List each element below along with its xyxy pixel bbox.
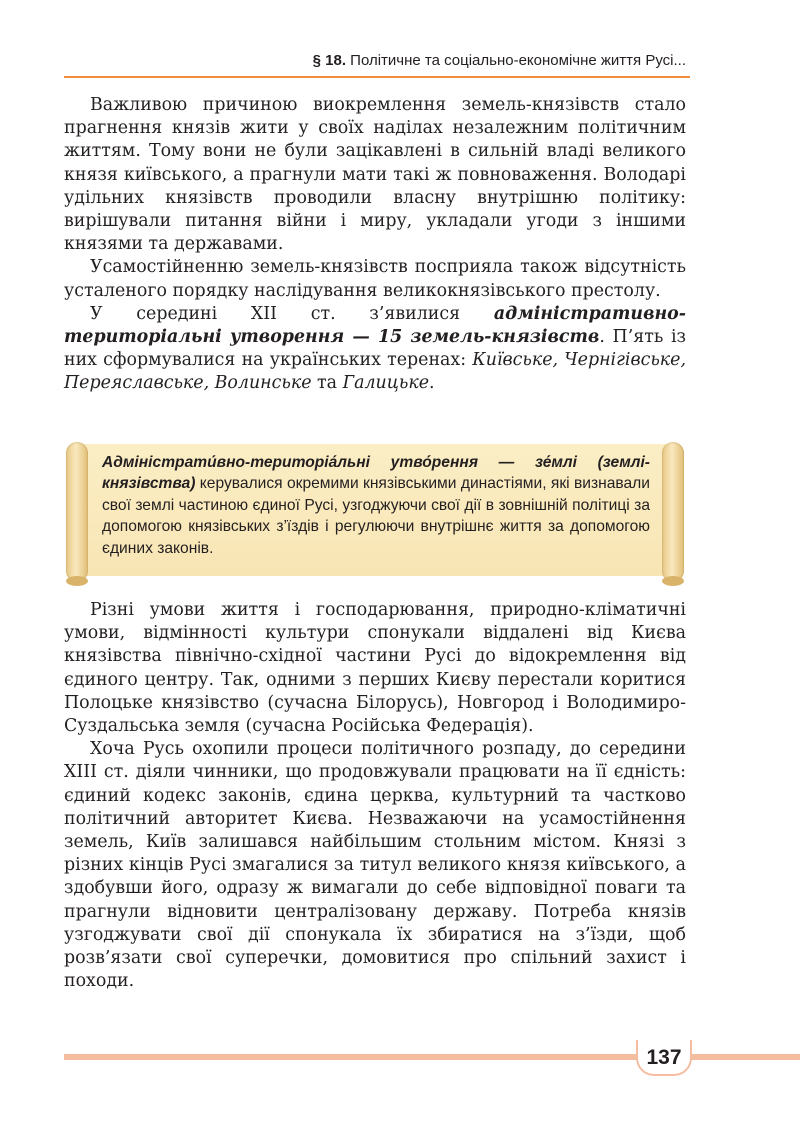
- section-title: Політичне та соціально-економічне життя Русі...: [350, 52, 686, 69]
- paragraph-4: Різні умови життя і господарювання, природно-кліматичні умови, відмінності культури спонукали віддалені від Києва князівства північно-східної частини Русі до відокремлення від єдиного центру. Так, одними з перших Києву перестали коритися Полоцьке князівство (сучасна Білорусь), Новгород і Володимиро-Суздальська земля (сучасна Російська Федерація).: [64, 600, 686, 737]
- p3-text-mid: . П’ять із них сформувалися на українських теренах:: [64, 327, 686, 371]
- p3-principalities-list: Київське, Чернігівське, Переяславське, Волинське: [64, 350, 686, 394]
- p3-text-start: У середині XII ст. з’явилися: [90, 303, 494, 324]
- text-block-top: [64, 94, 686, 396]
- definition-text: [102, 452, 650, 559]
- p3-key-term: адміністративно-територіальні утворення — 15 земель-князівств: [64, 303, 686, 348]
- paragraph-5: Хоча Русь охопили процеси політичного розпаду, до середини XIII ст. діяли чинники, що продовжували працювати на її єдність: єдиний кодекс законів, єдина церква, культурний та частково політичний авторитет Києва. Незважаючи на усамостійнення земель, Київ залишався найбільшим стольним містом. Князі з різних кінців Русі змагалися за титул великого князя київського, а здобувши його, одразу ж вимагали до себе відповідної поваги та прагнули відновити централізовану державу. Потреба князів узгоджувати свої дії спонукала їх збиратися на з’їзди, щоб розв’язати свої суперечки, домовитися про спільний захист і походи.: [64, 739, 686, 992]
- definition-scroll: [66, 442, 684, 582]
- scroll-roll-left: [66, 442, 88, 582]
- paragraph-1: Важливою причиною виокремлення земель-князівств стало прагнення князів жити у своїх наділах незалежним політичним життям. Тому вони не були зацікавлені в сильній владі великого князя київського, а прагнули мати такі ж повноваження. Володарі удільних князівств проводили власну внутрішню політику: вирішували питання війни і миру, укладали угоди з іншими князями та державами.: [64, 95, 686, 255]
- paragraph-3: [64, 303, 686, 396]
- definition-term: Адміністрати́вно-територіа́льні утво́рення — зе́млі (землі-князівства): [102, 454, 650, 493]
- p3-principality-last: Галицьке: [342, 373, 429, 394]
- scroll-roll-right: [662, 442, 684, 582]
- section-mark: § 18.: [312, 52, 346, 69]
- running-header: [64, 52, 686, 69]
- header-divider: [64, 76, 690, 78]
- p3-text-end: .: [429, 373, 435, 394]
- text-block-bottom: [64, 599, 686, 993]
- definition-body: керувалися окремими князівськими династіями, які визнавали свої землі частиною єдиної Русі, узгоджуючи свої дії в зовнішній політиці за допомогою князівських з’їздів і регулюючи внутрішнє життя за допомогою єдиних законів.: [102, 475, 650, 557]
- p3-conjunction: та: [311, 373, 343, 394]
- page-number: 137: [646, 1046, 682, 1069]
- paragraph-2: Усамостійненню земель-князівств посприяла також відсутність усталеного порядку наслідування великокнязівського престолу.: [64, 257, 686, 301]
